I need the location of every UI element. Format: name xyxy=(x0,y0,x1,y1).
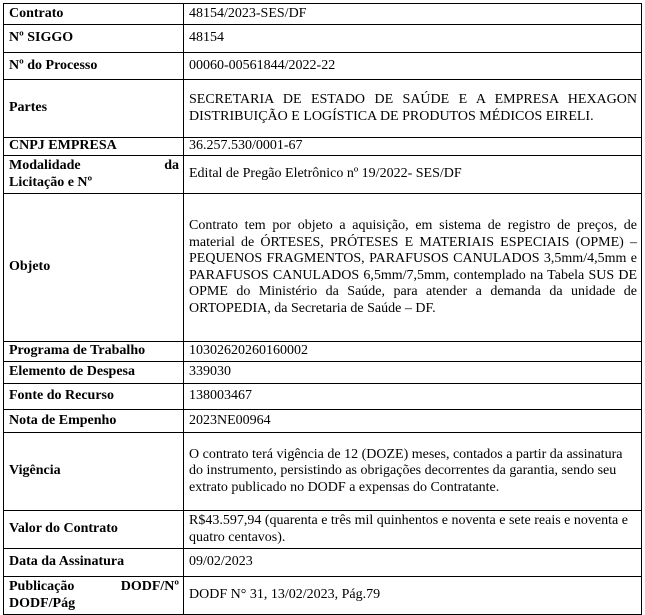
label-siggo: Nº SIGGO xyxy=(4,25,184,53)
row-empenho xyxy=(4,410,642,433)
row-objeto xyxy=(4,194,642,342)
row-programa xyxy=(4,342,642,362)
value-contrato: 48154/2023-SES/DF xyxy=(184,4,642,25)
value-elemento: 339030 xyxy=(184,362,642,384)
value-modalidade: Edital de Pregão Eletrônico nº 19/2022- SES/DF xyxy=(184,156,642,194)
label-fonte: Fonte do Recurso xyxy=(4,384,184,410)
row-contrato xyxy=(4,4,642,25)
row-publicacao xyxy=(4,577,642,615)
value-data: 09/02/2023 xyxy=(184,549,642,577)
row-valor xyxy=(4,511,642,549)
label-modalidade-b: da xyxy=(164,158,179,173)
label-empenho: Nota de Empenho xyxy=(4,410,184,433)
value-fonte: 138003467 xyxy=(184,384,642,410)
label-vigencia: Vigência xyxy=(4,433,184,511)
label-data: Data da Assinatura xyxy=(4,549,184,577)
label-modalidade-c: Licitação e Nº xyxy=(9,174,93,190)
label-modalidade xyxy=(4,156,184,194)
row-fonte xyxy=(4,384,642,410)
label-cnpj: CNPJ EMPRESA xyxy=(4,138,184,156)
row-modalidade xyxy=(4,156,642,194)
label-modalidade-a: Modalidade xyxy=(9,158,81,173)
row-siggo xyxy=(4,25,642,53)
row-partes xyxy=(4,80,642,138)
label-elemento: Elemento de Despesa xyxy=(4,362,184,384)
label-valor: Valor do Contrato xyxy=(4,511,184,549)
value-processo: 00060-00561844/2022-22 xyxy=(184,53,642,80)
value-objeto: Contrato tem por objeto a aquisição, em sistema de registro de preços, de material de ÓRTESES, PRÓTESES E MATERIAIS ESPECIAIS (OPME) – PEQUENOS FRAGMENTOS, PARAFUSOS CANULADOS 3,5mm/4,5mm e PARAFUSOS CANULADOS 6,5mm/7,5mm, contemplado na Tabela SUS DE OPME do Ministério da Saúde, para atender a demanda da unidade de ORTOPEDIA, da Secretaria de Saúde – DF. xyxy=(184,194,642,342)
row-cnpj xyxy=(4,138,642,156)
label-publicacao xyxy=(4,577,184,615)
row-vigencia xyxy=(4,433,642,511)
label-contrato: Contrato xyxy=(4,4,184,25)
row-data xyxy=(4,549,642,577)
label-programa: Programa de Trabalho xyxy=(4,342,184,362)
label-publicacao-c: DODF/Pág xyxy=(9,595,76,611)
label-publicacao-a: Publicação xyxy=(9,579,75,594)
label-publicacao-b: DODF/Nº xyxy=(120,579,179,594)
label-partes: Partes xyxy=(4,80,184,138)
value-empenho: 2023NE00964 xyxy=(184,410,642,433)
value-partes: SECRETARIA DE ESTADO DE SAÚDE E A EMPRESA HEXAGON DISTRIBUIÇÃO E LOGÍSTICA DE PRODUTOS MÉDICOS EIRELI. xyxy=(184,80,642,138)
row-elemento xyxy=(4,362,642,384)
value-valor: R$43.597,94 (quarenta e três mil quinhentos e noventa e sete reais e noventa e quatro centavos). xyxy=(184,511,642,549)
label-objeto: Objeto xyxy=(4,194,184,342)
value-vigencia: O contrato terá vigência de 12 (DOZE) meses, contados a partir da assinatura do instrumento, persistindo as obrigações decorrentes da garantia, sendo seu extrato publicado no DODF a expensas do Contratante. xyxy=(184,433,642,511)
contract-summary-table xyxy=(3,3,642,615)
row-processo xyxy=(4,53,642,80)
value-cnpj: 36.257.530/0001-67 xyxy=(184,138,642,156)
value-publicacao: DODF N° 31, 13/02/2023, Pág.79 xyxy=(184,577,642,615)
label-processo: Nº do Processo xyxy=(4,53,184,80)
value-programa: 10302620260160002 xyxy=(184,342,642,362)
value-siggo: 48154 xyxy=(184,25,642,53)
